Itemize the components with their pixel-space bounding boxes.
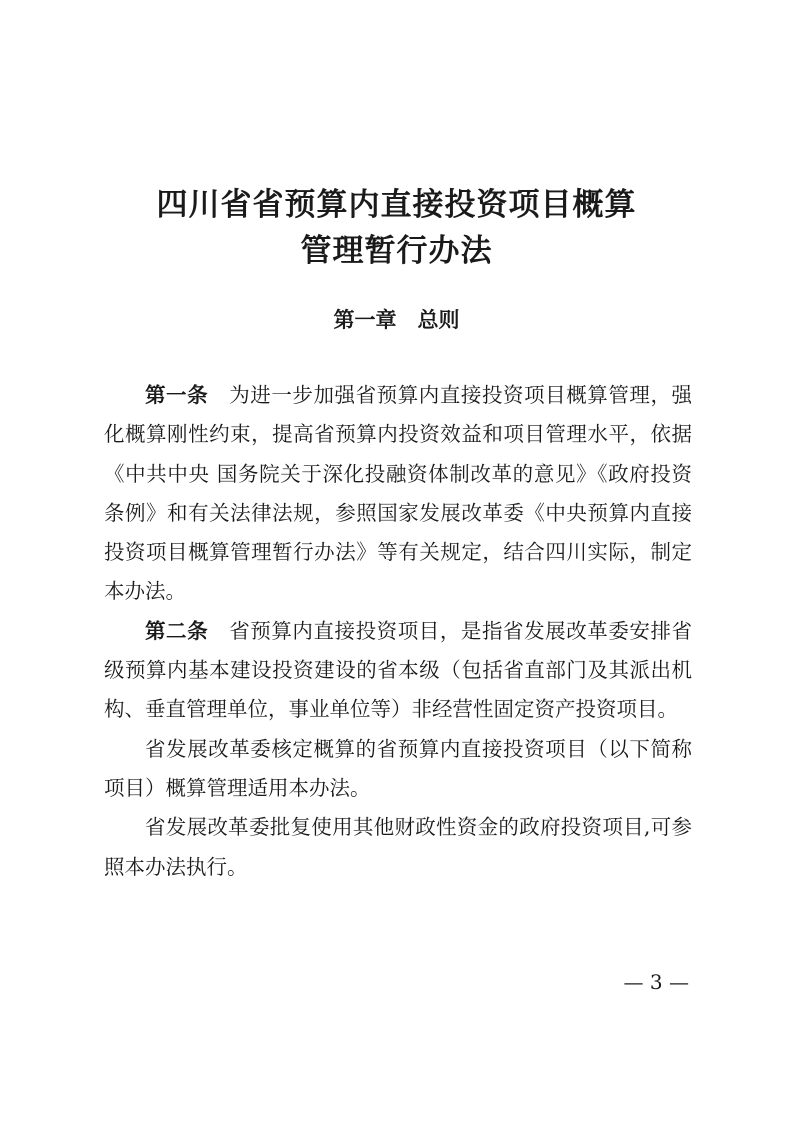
page-number: — 3 —	[623, 970, 689, 994]
article-number: 第一条	[145, 383, 209, 407]
article-text: 为进一步加强省预算内直接投资项目概算管理，强化概算刚性约束，提高省预算内投资效益和项目管理水平，依据《中共中央 国务院关于深化投融资体制改革的意见》《政府投资条例》和有关法律法规，参照国家发展改革委《中央预算内直接投资项目概算管理暂行办法》等有关规定，结合四川实际，制定本办法。	[104, 383, 693, 604]
scope-paragraph	[104, 730, 692, 809]
document-body	[104, 376, 692, 887]
article-text: 省预算内直接投资项目，是指省发展改革委安排省级预算内基本建设投资建设的省本级（包括省直部门及其派出机构、垂直管理单位，事业单位等）非经营性固定资产投资项目。	[104, 618, 693, 722]
reference-paragraph	[104, 808, 692, 887]
paragraph-text: 省发展改革委核定概算的省预算内直接投资项目（以下简称项目）概算管理适用本办法。	[104, 736, 692, 800]
document-title	[0, 182, 793, 274]
title-line-2: 管理暂行办法	[300, 233, 493, 269]
paragraph-text: 省发展改革委批复使用其他财政性资金的政府投资项目,可参照本办法执行。	[104, 815, 692, 879]
chapter-heading: 第一章 总则	[333, 308, 460, 332]
article-1-paragraph	[104, 376, 692, 612]
title-line-1: 四川省省预算内直接投资项目概算	[156, 187, 637, 223]
article-2-paragraph	[104, 612, 692, 730]
article-number: 第二条	[145, 618, 209, 643]
